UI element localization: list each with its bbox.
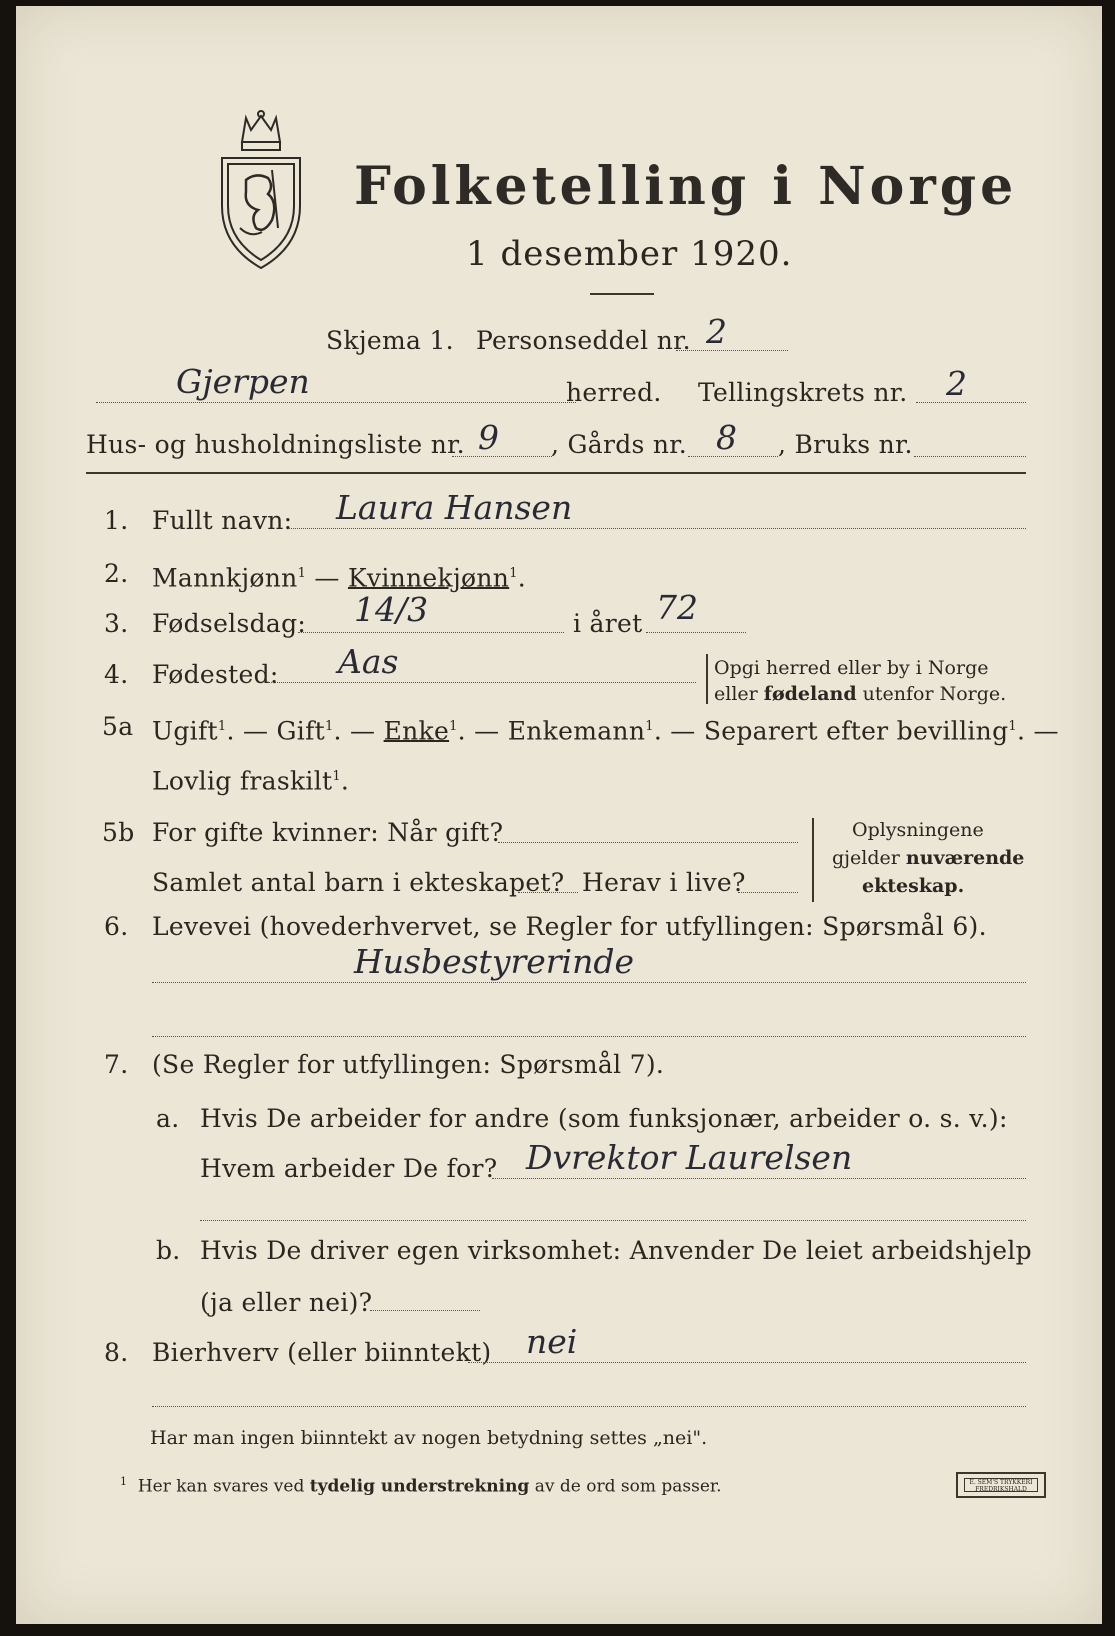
- q7b-label: Hvis De driver egen virksomhet: Anvender De leiet arbeidshjelp: [200, 1236, 1032, 1265]
- full-name-field[interactable]: [288, 528, 1026, 529]
- hired-help-label: (ja eller nei)?: [200, 1288, 373, 1317]
- footnote: [120, 1470, 722, 1499]
- full-name-value: Laura Hansen: [336, 488, 573, 527]
- form-title: Folketelling i Norge: [354, 156, 1018, 217]
- separator: —: [306, 563, 348, 593]
- option-gift[interactable]: Gift: [276, 716, 325, 746]
- footnote-number: 1: [120, 1475, 127, 1488]
- birth-year-field[interactable]: [646, 632, 746, 633]
- occupation-field[interactable]: [152, 982, 1026, 983]
- skjema-label: Skjema 1.: [326, 326, 454, 355]
- note-bold: fødeland: [763, 683, 857, 705]
- separator: —: [662, 716, 704, 746]
- side-income-field-2[interactable]: [152, 1406, 1026, 1407]
- herred-field[interactable]: [96, 402, 576, 403]
- printer-stamp-text: [964, 1478, 1038, 1492]
- gards-label: , Gårds nr.: [551, 430, 688, 459]
- q5a-number: 5a: [102, 712, 134, 741]
- bruks-label: , Bruks nr.: [778, 430, 913, 459]
- side-income-value: nei: [526, 1322, 578, 1361]
- note-bold: nuværende: [905, 847, 1025, 869]
- separator: —: [341, 716, 384, 746]
- gards-value: 8: [716, 418, 737, 457]
- q4-number: 4.: [104, 660, 129, 689]
- separator: —: [465, 716, 508, 746]
- personseddel-label: Personseddel nr.: [476, 326, 691, 355]
- tellingskrets-label: Tellingskrets nr.: [698, 378, 908, 407]
- q7a-label: Hvis De arbeider for andre (som funksjonær, arbeider o. s. v.):: [200, 1104, 1008, 1133]
- q3-label: Fødselsdag:: [152, 609, 307, 638]
- employer-field-2[interactable]: [200, 1220, 1026, 1221]
- employer-field[interactable]: [492, 1178, 1026, 1179]
- children-alive-label: Herav i live?: [582, 868, 746, 897]
- herred-value: Gjerpen: [176, 362, 310, 401]
- q6-number: 6.: [104, 912, 129, 941]
- husliste-field[interactable]: [452, 456, 552, 457]
- footnote-mark: 1: [1008, 719, 1017, 734]
- option-mannkjonn[interactable]: Mannkjønn: [152, 563, 298, 593]
- option-ugift[interactable]: Ugift: [152, 716, 218, 746]
- q7b-number: b.: [156, 1236, 181, 1265]
- census-date: 1 desember 1920.: [466, 234, 793, 274]
- year-label: i året: [573, 609, 643, 638]
- q8-label: Bierhverv (eller biinntekt): [152, 1338, 492, 1367]
- herred-label: herred.: [566, 378, 662, 407]
- tellingskrets-value: 2: [946, 364, 967, 403]
- header-divider: [86, 472, 1026, 474]
- stamp-line: FREDRIKSHALD: [975, 1486, 1027, 1493]
- option-kvinnekjonn[interactable]: Kvinnekjønn: [347, 563, 510, 593]
- q1-label: Fullt navn:: [152, 506, 293, 535]
- footnote-mark: 1: [324, 719, 334, 734]
- birth-year-value: 72: [656, 588, 698, 627]
- q7-label: (Se Regler for utfyllingen: Spørsmål 7).: [152, 1050, 665, 1079]
- footnote-mark: 1: [297, 566, 307, 581]
- marriage-note-3: ekteskap.: [862, 875, 965, 897]
- children-count-label: Samlet antal barn i ekteskapet?: [152, 868, 565, 897]
- married-when-label: For gifte kvinner: Når gift?: [152, 818, 504, 847]
- q7-number: 7.: [104, 1050, 129, 1079]
- gender-options: [152, 559, 526, 593]
- q5b-number: 5b: [102, 818, 135, 847]
- q3-number: 3.: [104, 609, 129, 638]
- printer-stamp: [956, 1472, 1046, 1498]
- occupation-value: Husbestyrerinde: [354, 942, 635, 981]
- footnote-text: Her kan svares ved: [137, 1476, 310, 1497]
- q6-label: Levevei (hovederhvervet, se Regler for utfyllingen: Spørsmål 6).: [152, 912, 987, 941]
- q4-label: Fødested:: [152, 660, 279, 689]
- married-when-field[interactable]: [498, 842, 798, 843]
- option-enke[interactable]: Enke: [383, 716, 450, 746]
- birthplace-field[interactable]: [268, 682, 696, 683]
- birthday-value: 14/3: [354, 590, 429, 629]
- side-income-note: Har man ingen biinntekt av nogen betydning settes „nei".: [150, 1427, 708, 1449]
- side-income-field[interactable]: [468, 1362, 1026, 1363]
- personseddel-value: 2: [706, 312, 727, 351]
- employer-value: Dvrektor Laurelsen: [526, 1138, 853, 1177]
- q7a-number: a.: [156, 1104, 180, 1133]
- occupation-field-2[interactable]: [152, 1036, 1026, 1037]
- stamp-line: E. SEM'S TRYKKERI: [969, 1479, 1033, 1486]
- tellingskrets-field[interactable]: [916, 402, 1026, 403]
- option-enkemann[interactable]: Enkemann: [507, 716, 646, 746]
- note-text: eller: [714, 683, 764, 705]
- marriage-note-2: [832, 846, 1024, 870]
- employer-label: Hvem arbeider De for?: [200, 1154, 498, 1183]
- personseddel-field[interactable]: [676, 350, 788, 351]
- marriage-note-1: Oplysningene: [852, 819, 984, 841]
- footnote-bold: tydelig understrekning: [309, 1476, 530, 1497]
- option-fraskilt[interactable]: Lovlig fraskilt: [152, 766, 333, 796]
- census-form-page: [16, 6, 1102, 1624]
- bruks-field[interactable]: [914, 456, 1026, 457]
- hired-help-field[interactable]: [370, 1310, 480, 1311]
- birthplace-value: Aas: [338, 642, 399, 681]
- option-separert[interactable]: Separert efter bevilling: [703, 716, 1009, 746]
- note-text: utenfor Norge.: [856, 683, 1007, 705]
- title-divider: [590, 293, 654, 295]
- husliste-value: 9: [478, 418, 499, 457]
- footnote-mark: 1: [449, 719, 458, 734]
- period: .: [517, 563, 527, 593]
- children-count-field[interactable]: [518, 892, 578, 893]
- birthday-field[interactable]: [298, 632, 564, 633]
- footnote-mark: 1: [509, 566, 518, 581]
- norwegian-coat-of-arms-icon: [216, 110, 306, 272]
- marital-options: Ugift$^1$. — Gift$^1$. — Enke$^1$. — Enkemann$^1$. — Separert efter bevilling$^1$. —: [152, 716, 1059, 746]
- q1-number: 1.: [104, 506, 129, 535]
- q2-number: 2.: [104, 559, 129, 588]
- children-alive-field[interactable]: [738, 892, 798, 893]
- birthplace-note-2: [714, 682, 1006, 706]
- birthplace-note-1: Opgi herred eller by i Norge: [714, 657, 989, 679]
- q8-number: 8.: [104, 1338, 129, 1367]
- footnote-mark: 1: [217, 719, 227, 734]
- footnote-mark: 1: [645, 719, 654, 734]
- footnote-text: av de ord som passer.: [529, 1476, 722, 1497]
- note-brace: [812, 818, 814, 902]
- note-brace: [706, 654, 708, 704]
- note-text: gjelder: [832, 847, 906, 869]
- footnote-mark: 1: [332, 769, 341, 784]
- husliste-label: Hus- og husholdningsliste nr.: [86, 430, 465, 459]
- separator: —: [234, 716, 277, 746]
- option-fraskilt-row: Lovlig fraskilt$^1$.: [152, 766, 350, 796]
